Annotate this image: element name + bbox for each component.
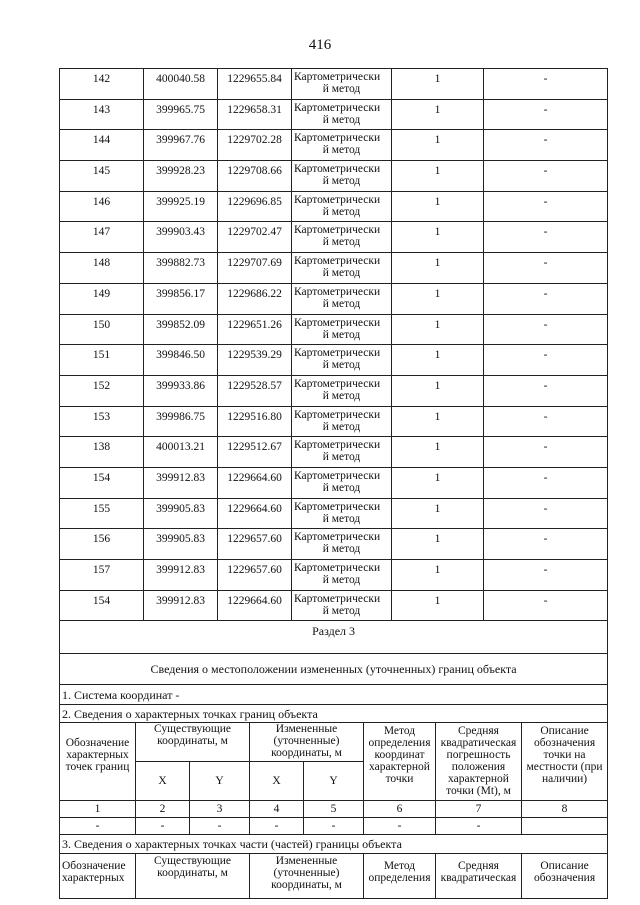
col-num: 4 [250, 801, 304, 818]
point-y: 1229657.60 [218, 529, 292, 560]
point-method [292, 345, 392, 376]
point-number: 142 [60, 69, 144, 100]
header-changed-x: X [250, 762, 304, 801]
parts-header-method: Метод определения [364, 854, 436, 899]
point-x: 399912.83 [144, 590, 218, 621]
point-number: 149 [60, 283, 144, 314]
point-y: 1229702.28 [218, 130, 292, 161]
point-method [292, 69, 392, 100]
point-description: - [484, 498, 608, 529]
point-y: 1229658.31 [218, 99, 292, 130]
point-description: - [484, 69, 608, 100]
point-method [292, 191, 392, 222]
point-row [60, 590, 608, 621]
point-x: 399928.23 [144, 161, 218, 192]
dash-cell [522, 818, 608, 835]
point-accuracy: 1 [392, 161, 484, 192]
point-method-line1: Картометрически [294, 163, 381, 176]
point-row [60, 498, 608, 529]
point-description: - [484, 253, 608, 284]
point-accuracy: 1 [392, 467, 484, 498]
point-y: 1229664.60 [218, 467, 292, 498]
point-description: - [484, 560, 608, 591]
point-description: - [484, 130, 608, 161]
point-method-line1: Картометрически [294, 132, 381, 145]
point-y: 1229707.69 [218, 253, 292, 284]
point-row [60, 161, 608, 192]
point-y: 1229686.22 [218, 283, 292, 314]
point-row [60, 69, 608, 100]
point-accuracy: 1 [392, 99, 484, 130]
point-method-line2: й метод [322, 451, 361, 464]
page-number: 416 [308, 37, 332, 53]
point-number: 148 [60, 253, 144, 284]
point-y: 1229696.85 [218, 191, 292, 222]
point-x: 399856.17 [144, 283, 218, 314]
point-method-line2: й метод [322, 144, 361, 157]
header-description: Описание обозначения точки на местности (при наличии) [522, 723, 608, 801]
dash-cell: - [190, 818, 250, 835]
point-method-line2: й метод [322, 113, 361, 126]
point-number: 146 [60, 191, 144, 222]
point-number: 154 [60, 590, 144, 621]
section-title-row [60, 621, 608, 654]
point-row [60, 99, 608, 130]
header-method: Метод определения координат характерной точки [364, 723, 436, 801]
col-num: 3 [190, 801, 250, 818]
point-row [60, 130, 608, 161]
point-method-line2: й метод [322, 297, 361, 310]
point-accuracy: 1 [392, 314, 484, 345]
point-description: - [484, 314, 608, 345]
point-row [60, 529, 608, 560]
point-y: 1229516.80 [218, 406, 292, 437]
point-accuracy: 1 [392, 406, 484, 437]
coord-system-row [60, 685, 608, 705]
point-row [60, 406, 608, 437]
header-existing-y: Y [190, 762, 250, 801]
point-description: - [484, 222, 608, 253]
point-x: 399925.19 [144, 191, 218, 222]
point-y: 1229539.29 [218, 345, 292, 376]
header-designation: Обозначение характерных точек границ [60, 723, 136, 801]
parts-title: 3. Сведения о характерных точках части (частей) границы объекта [60, 835, 608, 854]
parts-header-row [60, 854, 608, 899]
col-num: 2 [136, 801, 190, 818]
dash-cell: - [60, 818, 136, 835]
point-accuracy: 1 [392, 222, 484, 253]
parts-header-existing: Существующие координаты, м [136, 854, 250, 899]
point-number: 144 [60, 130, 144, 161]
point-description: - [484, 529, 608, 560]
parts-header-description: Описание обозначения [522, 854, 608, 899]
header-changed-y: Y [304, 762, 364, 801]
point-row [60, 314, 608, 345]
point-description: - [484, 283, 608, 314]
point-description: - [484, 467, 608, 498]
point-method [292, 375, 392, 406]
parts-header-designation: Обозначение характерных [60, 854, 136, 899]
section-subtitle: Сведения о местоположении измененных (уточненных) границ объекта [60, 654, 608, 685]
col-num: 6 [364, 801, 436, 818]
point-method-line2: й метод [322, 543, 361, 556]
point-row [60, 375, 608, 406]
col-num: 7 [436, 801, 522, 818]
col-num: 1 [60, 801, 136, 818]
point-method-line2: й метод [322, 328, 361, 341]
point-method [292, 253, 392, 284]
header-changed: Измененные (уточненные) координаты, м [250, 723, 364, 762]
point-description: - [484, 590, 608, 621]
point-method [292, 529, 392, 560]
dash-row [60, 818, 608, 835]
point-row [60, 560, 608, 591]
point-y: 1229664.60 [218, 498, 292, 529]
point-method-line1: Картометрически [294, 316, 381, 329]
point-method-line2: й метод [322, 604, 361, 617]
point-description: - [484, 375, 608, 406]
point-y: 1229657.60 [218, 560, 292, 591]
point-method-line2: й метод [322, 236, 361, 249]
point-number: 147 [60, 222, 144, 253]
point-method-line2: й метод [322, 512, 361, 525]
dash-cell: - [436, 818, 522, 835]
point-method-line2: й метод [322, 359, 361, 372]
point-row [60, 253, 608, 284]
point-method [292, 498, 392, 529]
parts-header-changed: Измененные (уточненные) координаты, м [250, 854, 364, 899]
point-method [292, 130, 392, 161]
point-method-line1: Картометрически [294, 347, 381, 360]
document-body [59, 68, 607, 899]
point-method [292, 406, 392, 437]
section-title: Раздел 3 [60, 621, 608, 654]
point-method-line1: Картометрически [294, 562, 381, 574]
boundary-points-table [59, 68, 608, 621]
header-row [60, 723, 608, 762]
point-x: 399912.83 [144, 560, 218, 591]
point-accuracy: 1 [392, 375, 484, 406]
point-number: 156 [60, 529, 144, 560]
dash-cell: - [304, 818, 364, 835]
point-method [292, 467, 392, 498]
point-x: 399933.86 [144, 375, 218, 406]
dash-cell: - [250, 818, 304, 835]
point-method [292, 314, 392, 345]
point-accuracy: 1 [392, 191, 484, 222]
header-existing: Существующие координаты, м [136, 723, 250, 762]
point-y: 1229528.57 [218, 375, 292, 406]
point-x: 399905.83 [144, 498, 218, 529]
point-description: - [484, 406, 608, 437]
point-method [292, 283, 392, 314]
point-accuracy: 1 [392, 69, 484, 100]
point-x: 400040.58 [144, 69, 218, 100]
point-x: 399967.76 [144, 130, 218, 161]
header-error: Средняя квадратическая погрешность положения характерной точки (Mt), м [436, 723, 522, 801]
point-number: 138 [60, 437, 144, 468]
char-points-label: 2. Сведения о характерных точках границ объекта [60, 705, 608, 723]
point-x: 399965.75 [144, 99, 218, 130]
point-x: 399882.73 [144, 253, 218, 284]
section-3-table [59, 620, 608, 899]
point-number: 143 [60, 99, 144, 130]
point-method-line2: й метод [322, 481, 361, 494]
point-method [292, 560, 392, 591]
point-x: 399912.83 [144, 467, 218, 498]
point-x: 400013.21 [144, 437, 218, 468]
column-numbers-row [60, 801, 608, 818]
point-method-line1: Картометрически [294, 377, 381, 390]
char-points-row [60, 705, 608, 723]
point-method [292, 437, 392, 468]
point-method [292, 590, 392, 621]
point-y: 1229664.60 [218, 590, 292, 621]
point-method-line1: Картометрически [294, 592, 381, 605]
point-x: 399903.43 [144, 222, 218, 253]
point-number: 157 [60, 560, 144, 591]
dash-cell: - [136, 818, 190, 835]
point-method-line1: Картометрически [294, 71, 381, 83]
point-row [60, 222, 608, 253]
point-number: 152 [60, 375, 144, 406]
point-number: 154 [60, 467, 144, 498]
point-method [292, 99, 392, 130]
point-accuracy: 1 [392, 437, 484, 468]
point-method-line2: й метод [322, 205, 361, 218]
point-method-line2: й метод [322, 420, 361, 433]
point-accuracy: 1 [392, 253, 484, 284]
point-description: - [484, 437, 608, 468]
point-accuracy: 1 [392, 498, 484, 529]
point-x: 399905.83 [144, 529, 218, 560]
point-description: - [484, 191, 608, 222]
point-method-line1: Картометрически [294, 101, 381, 114]
point-number: 153 [60, 406, 144, 437]
point-description: - [484, 345, 608, 376]
point-method [292, 161, 392, 192]
point-number: 155 [60, 498, 144, 529]
point-accuracy: 1 [392, 529, 484, 560]
point-row [60, 345, 608, 376]
point-accuracy: 1 [392, 590, 484, 621]
point-y: 1229512.67 [218, 437, 292, 468]
point-row [60, 437, 608, 468]
point-accuracy: 1 [392, 283, 484, 314]
dash-cell: - [364, 818, 436, 835]
section-subtitle-row [60, 654, 608, 685]
point-number: 151 [60, 345, 144, 376]
point-number: 150 [60, 314, 144, 345]
point-method-line1: Картометрически [294, 285, 381, 298]
point-accuracy: 1 [392, 130, 484, 161]
point-method-line2: й метод [322, 175, 361, 188]
point-number: 145 [60, 161, 144, 192]
point-accuracy: 1 [392, 345, 484, 376]
point-x: 399846.50 [144, 345, 218, 376]
point-method-line1: Картометрически [294, 500, 381, 513]
point-method [292, 222, 392, 253]
point-method-line1: Картометрически [294, 531, 381, 544]
coord-system-label: 1. Система координат - [60, 685, 608, 705]
point-method-line1: Картометрически [294, 408, 381, 421]
col-num: 8 [522, 801, 608, 818]
point-row [60, 283, 608, 314]
parts-title-row [60, 835, 608, 854]
parts-header-error: Средняя квадратическая [436, 854, 522, 899]
point-x: 399986.75 [144, 406, 218, 437]
point-description: - [484, 161, 608, 192]
col-num: 5 [304, 801, 364, 818]
point-method-line1: Картометрически [294, 193, 381, 206]
point-method-line2: й метод [322, 267, 361, 280]
point-method-line2: й метод [322, 389, 361, 402]
point-method-line1: Картометрически [294, 255, 381, 268]
point-method-line2: й метод [322, 83, 361, 95]
point-y: 1229708.66 [218, 161, 292, 192]
point-y: 1229702.47 [218, 222, 292, 253]
point-method-line1: Картометрически [294, 439, 381, 452]
point-accuracy: 1 [392, 560, 484, 591]
point-y: 1229655.84 [218, 69, 292, 100]
point-row [60, 191, 608, 222]
header-existing-x: X [136, 762, 190, 801]
point-row [60, 467, 608, 498]
point-method-line1: Картометрически [294, 469, 381, 482]
point-y: 1229651.26 [218, 314, 292, 345]
point-x: 399852.09 [144, 314, 218, 345]
point-method-line2: й метод [322, 574, 361, 586]
point-description: - [484, 99, 608, 130]
point-method-line1: Картометрически [294, 224, 381, 237]
